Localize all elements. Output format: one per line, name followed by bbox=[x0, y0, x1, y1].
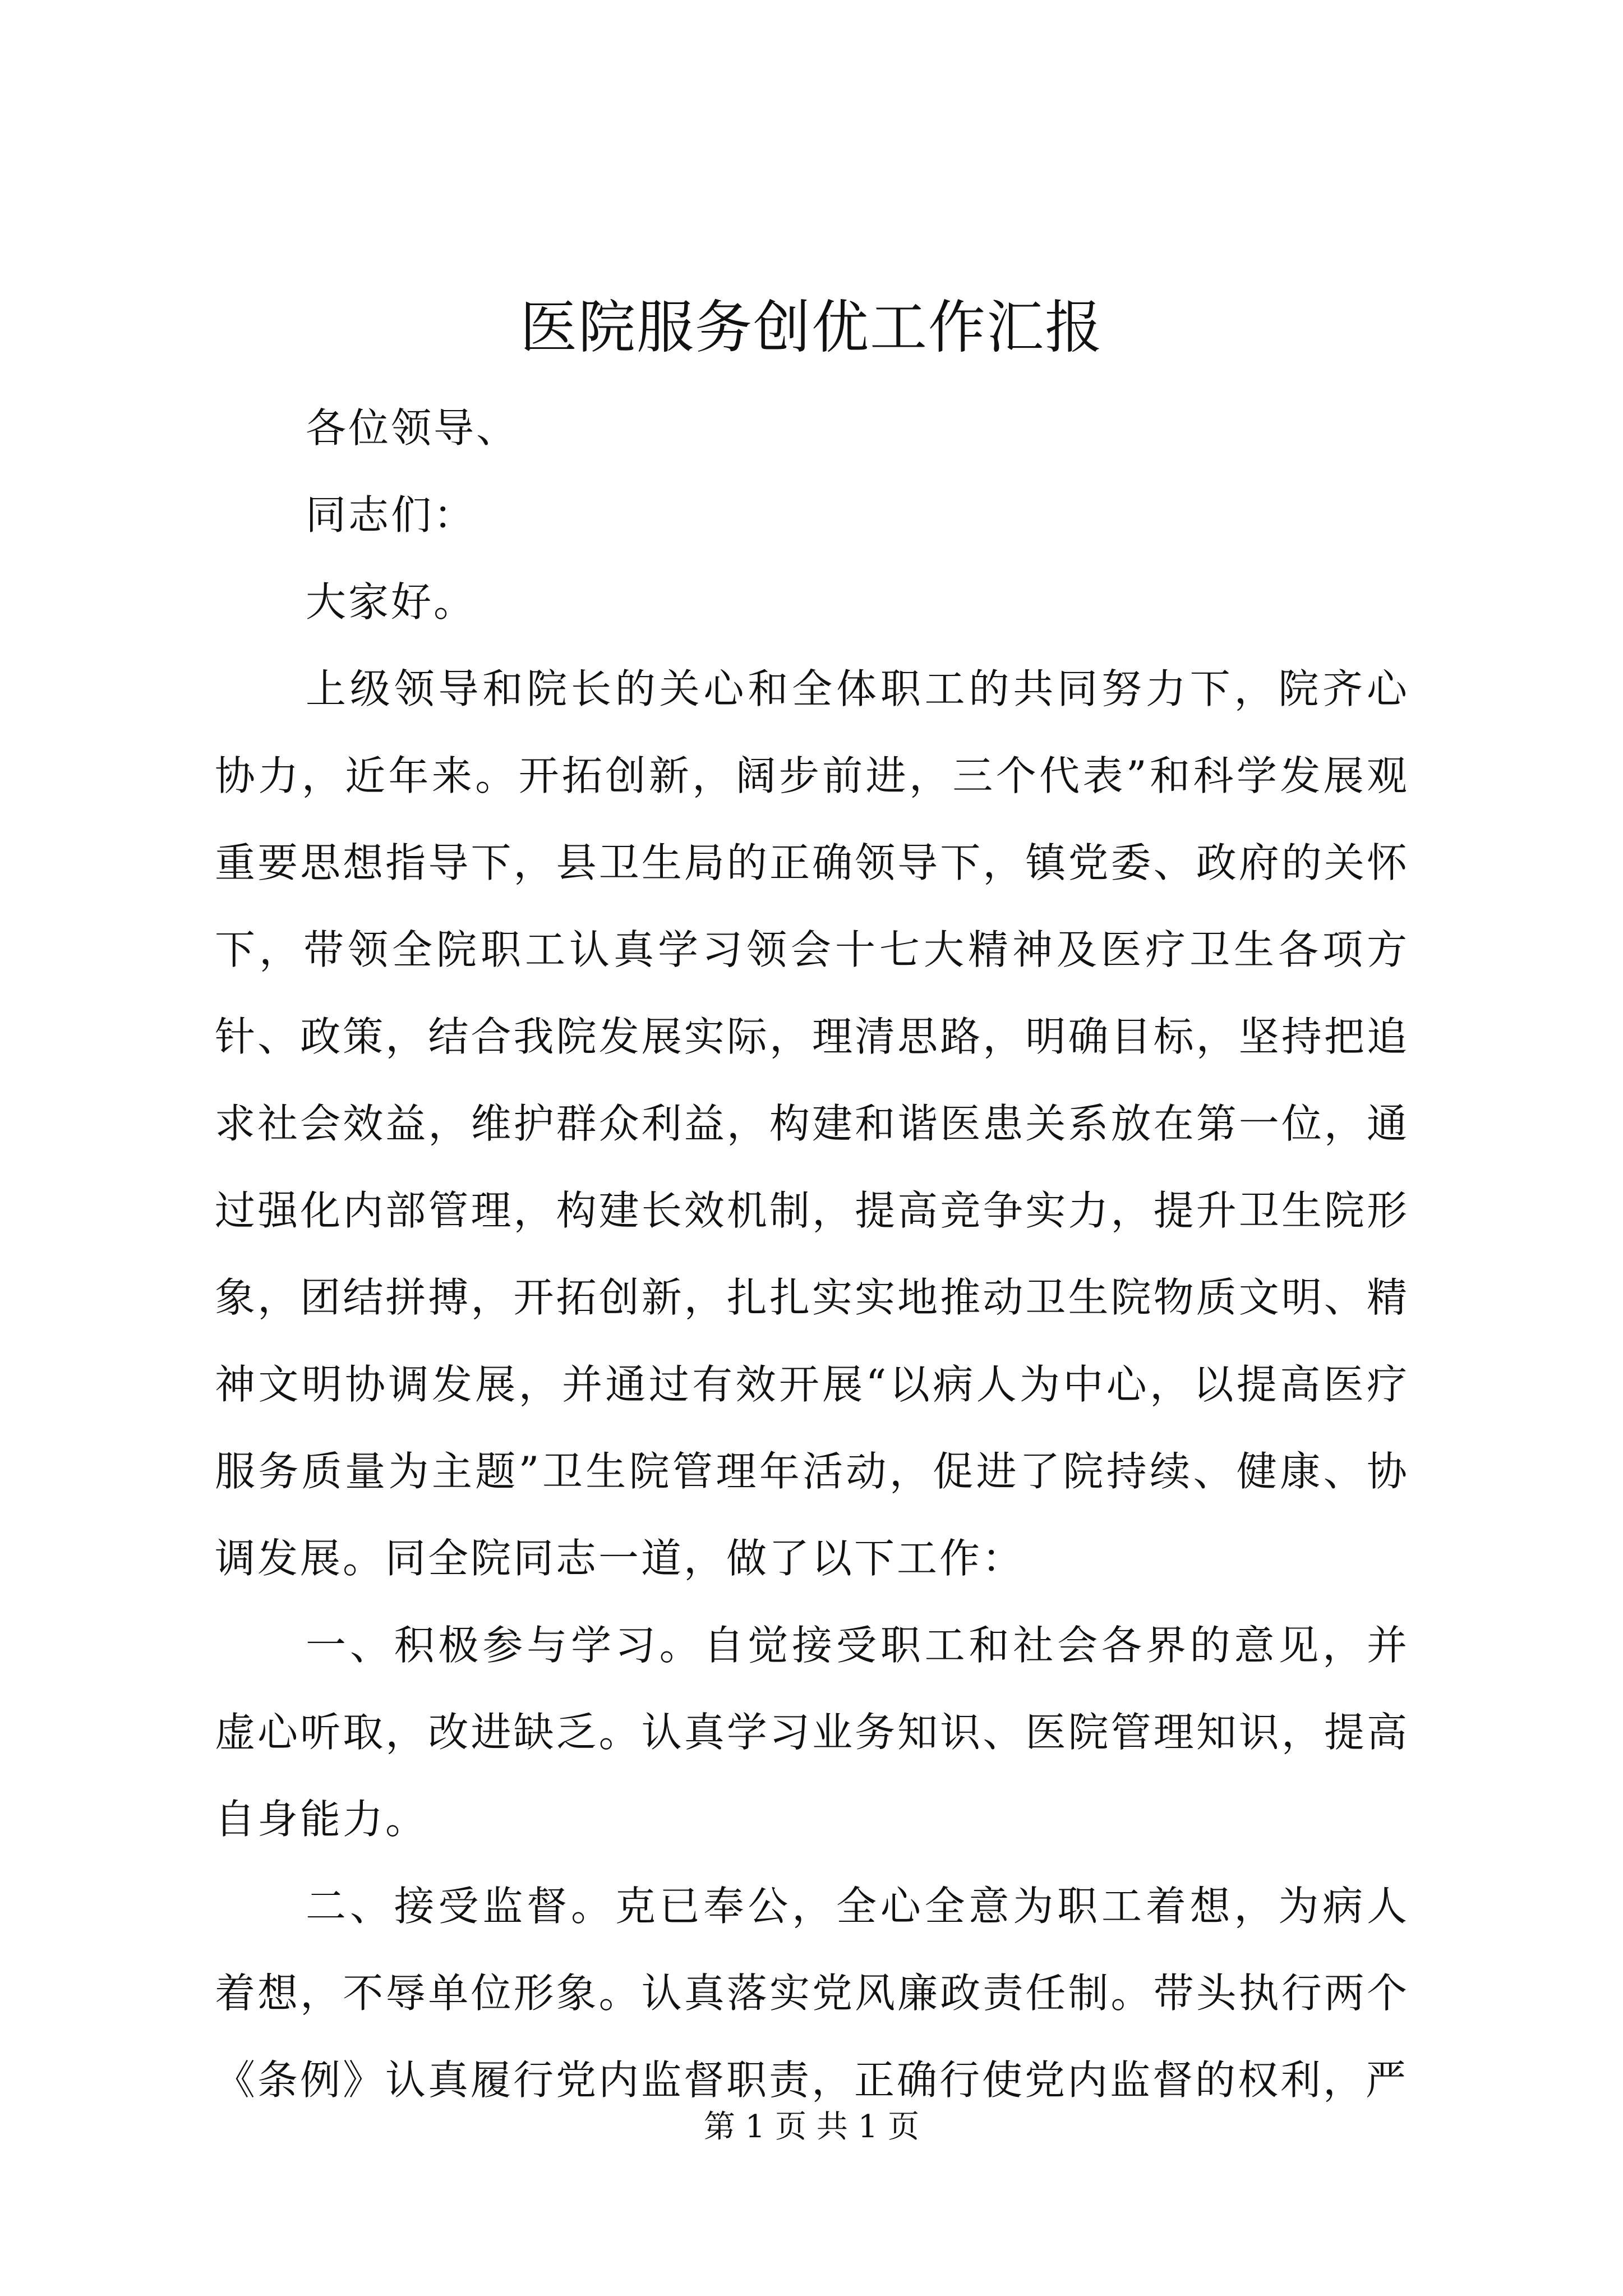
intro-paragraph: 上级领导和院长的关心和全体职工的共同努力下，院齐心协力，近年来。开拓创新，阔步前进，三个代表”和科学发展观重要思想指导下，县卫生局的正确领导下，镇党委、政府的关怀下，带领全院职工认真学习领会十七大精神及医疗卫生各项方针、政策，结合我院发展实际，理清思路，明确目标，坚持把追求社会效益，维护群众利益，构建和谐医患关系放在第一位，通过强化内部管理，构建长效机制，提高竞争实力，提升卫生院形象，团结拼搏，开拓创新，扎扎实实地推动卫生院物质文明、精神文明协调发展，并通过有效开展“以病人为中心，以提高医疗服务质量为主题”卫生院管理年活动，促进了院持续、健康、协调发展。同全院同志一道，做了以下工作： bbox=[215, 665, 1409, 1582]
document-body bbox=[215, 385, 1409, 2124]
section-two-paragraph: 二、接受监督。克已奉公，全心全意为职工着想，为病人着想，不辱单位形象。认真落实党风廉政责任制。带头执行两个《条例》认真履行党内监督职责，正确行使党内监督的权利，严 bbox=[215, 1883, 1409, 2104]
salutation-comrades: 同志们： bbox=[306, 491, 477, 539]
greeting: 大家好。 bbox=[306, 578, 477, 625]
page-footer: 第 1 页 共 1 页 bbox=[703, 2109, 920, 2145]
salutation-leaders: 各位领导、 bbox=[306, 404, 519, 452]
section-one-paragraph: 一、积极参与学习。自觉接受职工和社会各界的意见，并虚心听取，改进缺乏。认真学习业务知识、医院管理知识，提高自身能力。 bbox=[215, 1622, 1409, 1843]
document-title: 医院服务创优工作汇报 bbox=[520, 295, 1103, 361]
